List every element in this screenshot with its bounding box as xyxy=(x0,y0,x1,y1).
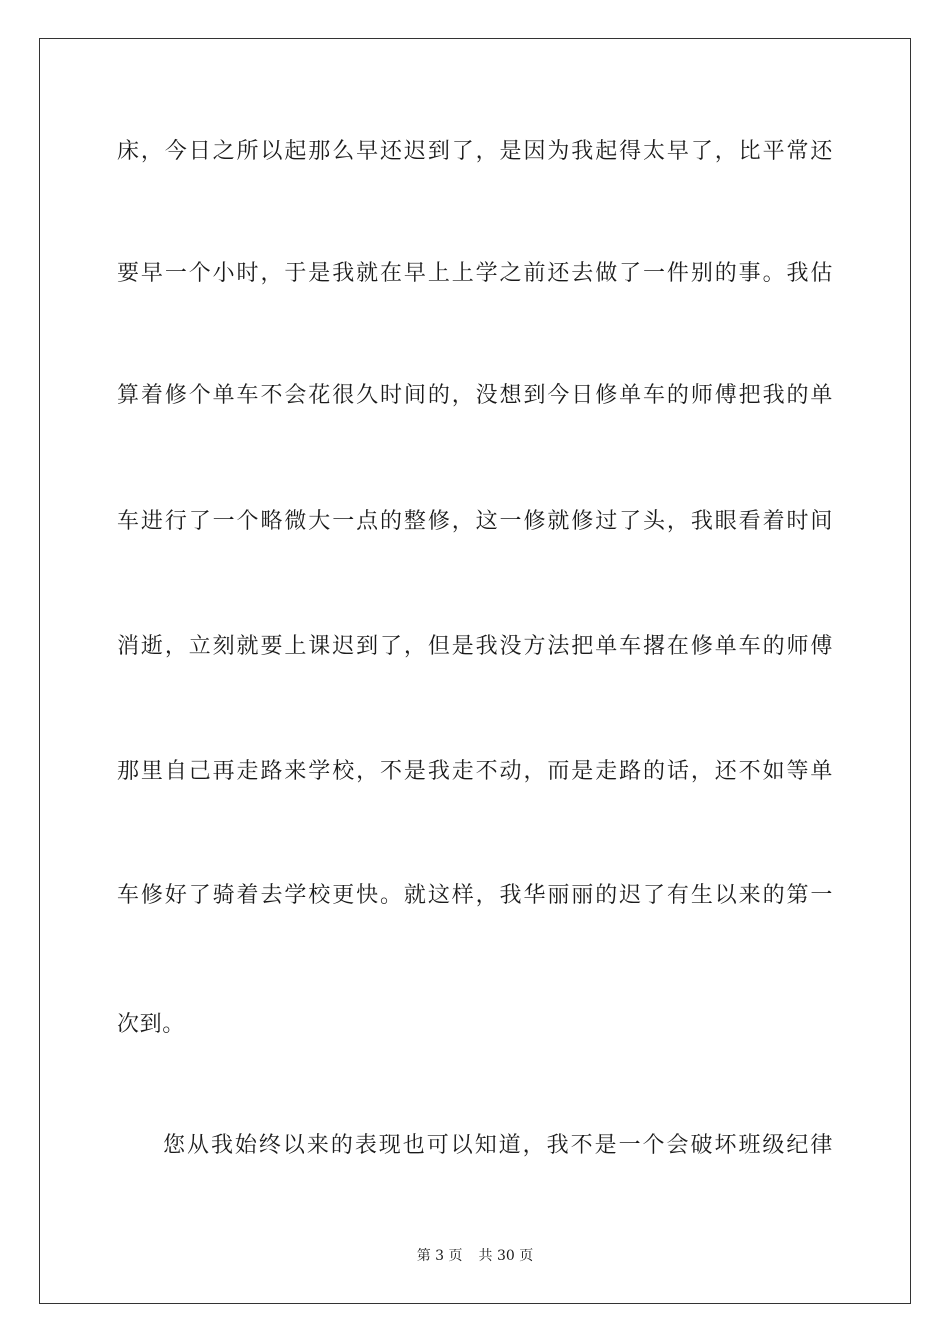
body-line: 消逝，立刻就要上课迟到了，但是我没方法把单车撂在修单车的师傅 xyxy=(117,634,833,659)
paragraph-first-line: 您从我始终以来的表现也可以知道，我不是一个会破坏班级纪律 xyxy=(163,1133,833,1158)
page-footer xyxy=(0,1246,950,1266)
body-line: 算着修个单车不会花很久时间的，没想到今日修单车的师傅把我的单 xyxy=(117,383,833,408)
page-border xyxy=(39,38,911,1304)
total-pages: 共 30 页 xyxy=(478,1248,534,1264)
body-line: 床，今日之所以起那么早还迟到了，是因为我起得太早了，比平常还 xyxy=(117,139,833,164)
body-line: 那里自己再走路来学校，不是我走不动，而是走路的话，还不如等单 xyxy=(117,759,833,784)
body-line: 要早一个小时，于是我就在早上上学之前还去做了一件别的事。我估 xyxy=(117,261,833,286)
page-number: 第 3 页 xyxy=(416,1248,463,1264)
body-line: 车修好了骑着去学校更快。就这样，我华丽丽的迟了有生以来的第一 xyxy=(117,883,833,908)
body-line: 次到。 xyxy=(117,1012,185,1037)
body-line: 车进行了一个略微大一点的整修，这一修就修过了头，我眼看着时间 xyxy=(117,509,833,534)
